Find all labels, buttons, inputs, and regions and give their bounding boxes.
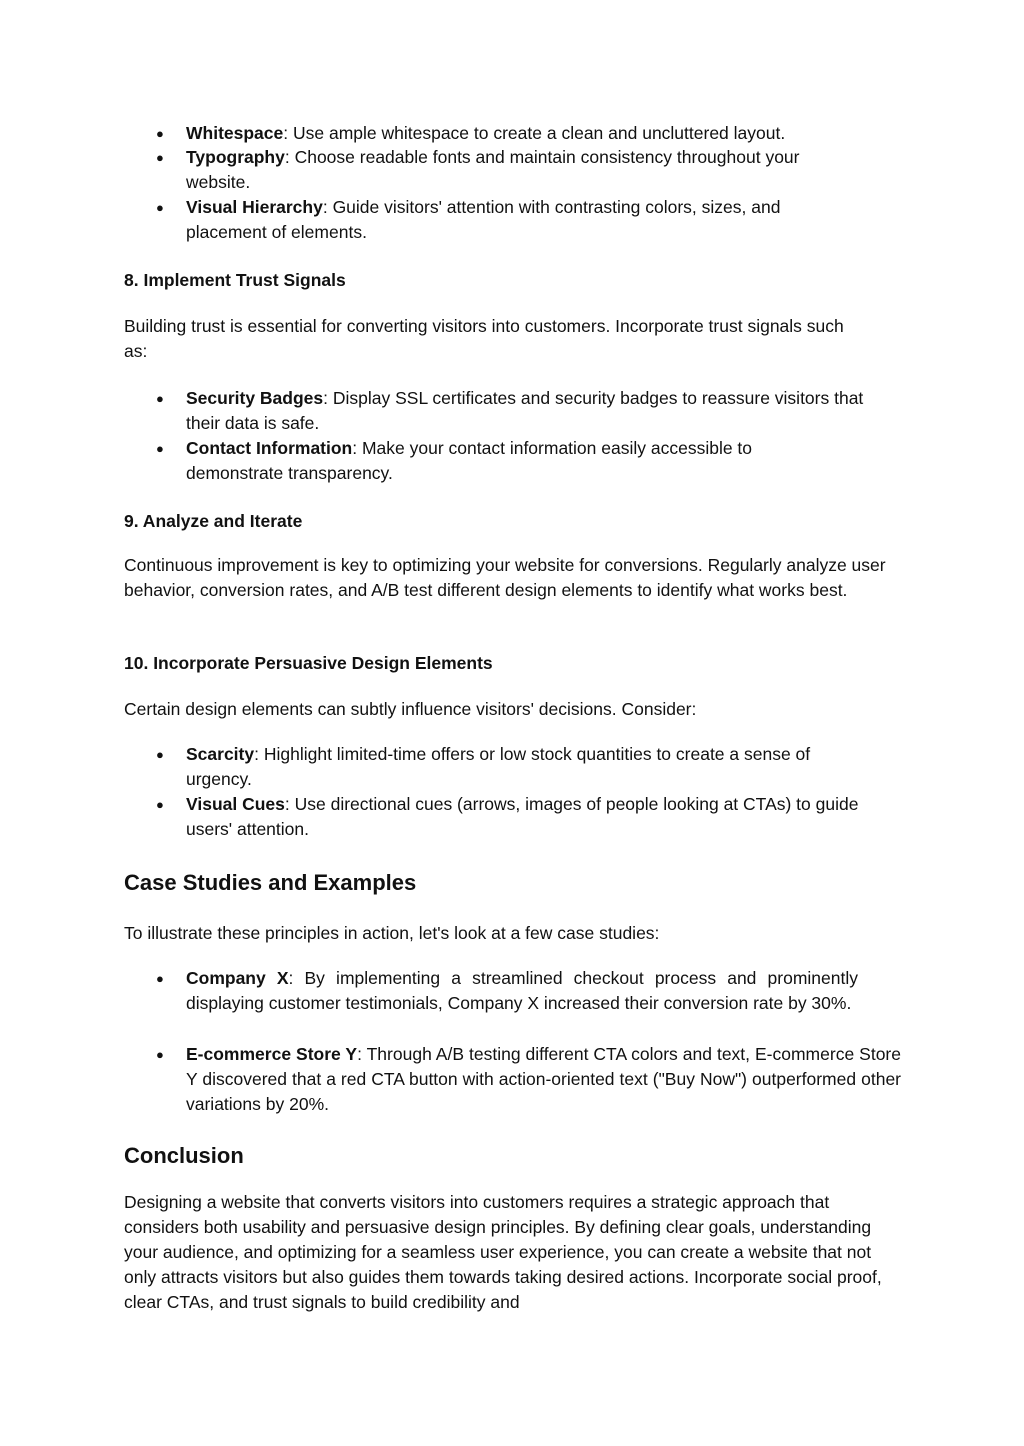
list-item-term: Contact Information bbox=[186, 438, 353, 458]
list-item-text: : Make your contact information easily accessible to demonstrate transparency. bbox=[186, 438, 753, 483]
bullet-icon: ● bbox=[156, 1047, 164, 1062]
section-8-heading: 8. Implement Trust Signals bbox=[124, 270, 346, 290]
section-9-heading: 9. Analyze and Iterate bbox=[124, 511, 303, 531]
list-item-term: E-commerce Store Y bbox=[186, 1044, 358, 1064]
list-item bbox=[156, 145, 856, 195]
list-item bbox=[156, 121, 901, 146]
list-item-text: : Use ample whitespace to create a clean and uncluttered layout. bbox=[283, 123, 786, 143]
bullet-icon: ● bbox=[156, 200, 164, 215]
list-item-term: Visual Hierarchy bbox=[186, 197, 323, 217]
section-10-heading: 10. Incorporate Persuasive Design Elements bbox=[124, 653, 493, 673]
bullet-icon: ● bbox=[156, 971, 164, 986]
case-studies-heading: Case Studies and Examples bbox=[124, 870, 417, 895]
list-item-text: : Through A/B testing different CTA colors and text, E-commerce Store Y discovered that a red CTA button with action-oriented text ("Buy Now") outperformed other variations by 20%. bbox=[186, 1044, 901, 1114]
list-item-term: Company X bbox=[186, 968, 289, 988]
list-item bbox=[156, 966, 858, 1016]
list-item-text: : Guide visitors' attention with contrasting colors, sizes, and placement of elements. bbox=[186, 197, 781, 242]
list-item bbox=[156, 386, 901, 436]
list-item bbox=[156, 436, 826, 486]
case-studies-intro: To illustrate these principles in action, let's look at a few case studies: bbox=[124, 923, 660, 943]
conclusion-heading: Conclusion bbox=[124, 1143, 244, 1168]
list-item bbox=[156, 195, 846, 245]
bullet-icon: ● bbox=[156, 747, 164, 762]
list-item-text: : Choose readable fonts and maintain consistency throughout your website. bbox=[186, 147, 800, 192]
bullet-icon: ● bbox=[156, 441, 164, 456]
bullet-icon: ● bbox=[156, 150, 164, 165]
section-10-intro: Certain design elements can subtly influence visitors' decisions. Consider: bbox=[124, 699, 697, 719]
list-item-term: Scarcity bbox=[186, 744, 255, 764]
list-item bbox=[156, 1042, 901, 1117]
list-item-text: : Use directional cues (arrows, images of people looking at CTAs) to guide users' attention. bbox=[186, 794, 859, 839]
section-8-intro: Building trust is essential for converting visitors into customers. Incorporate trust signals such as: bbox=[124, 316, 844, 361]
list-item-term: Security Badges bbox=[186, 388, 324, 408]
conclusion-body: Designing a website that converts visitors into customers requires a strategic approach that considers both usability and persuasive design principles. By defining clear goals, understanding your audience, and optimizing for a seamless user experience, you can create a website that not only attracts visitors but also guides them towards taking desired actions. Incorporate social proof, clear CTAs, and trust signals to build credibility and bbox=[124, 1192, 882, 1312]
list-item-term: Visual Cues bbox=[186, 794, 285, 814]
section-9-body: Continuous improvement is key to optimizing your website for conversions. Regularly analyze user behavior, conversion rates, and A/B test different design elements to identify what works best. bbox=[124, 555, 886, 600]
list-item-term: Typography bbox=[186, 147, 285, 167]
list-item-term: Whitespace bbox=[186, 123, 284, 143]
list-item bbox=[156, 742, 871, 792]
list-item-text: : By implementing a streamlined checkout process and prominently displaying customer testimonials, Company X increased their conversion rate by 30%. bbox=[186, 968, 858, 1013]
bullet-icon: ● bbox=[156, 797, 164, 812]
list-item-text: : Display SSL certificates and security badges to reassure visitors that their data is safe. bbox=[186, 388, 864, 433]
list-item bbox=[156, 792, 876, 842]
bullet-icon: ● bbox=[156, 391, 164, 406]
list-item-text: : Highlight limited-time offers or low stock quantities to create a sense of urgency. bbox=[186, 744, 811, 789]
bullet-icon: ● bbox=[156, 126, 164, 141]
